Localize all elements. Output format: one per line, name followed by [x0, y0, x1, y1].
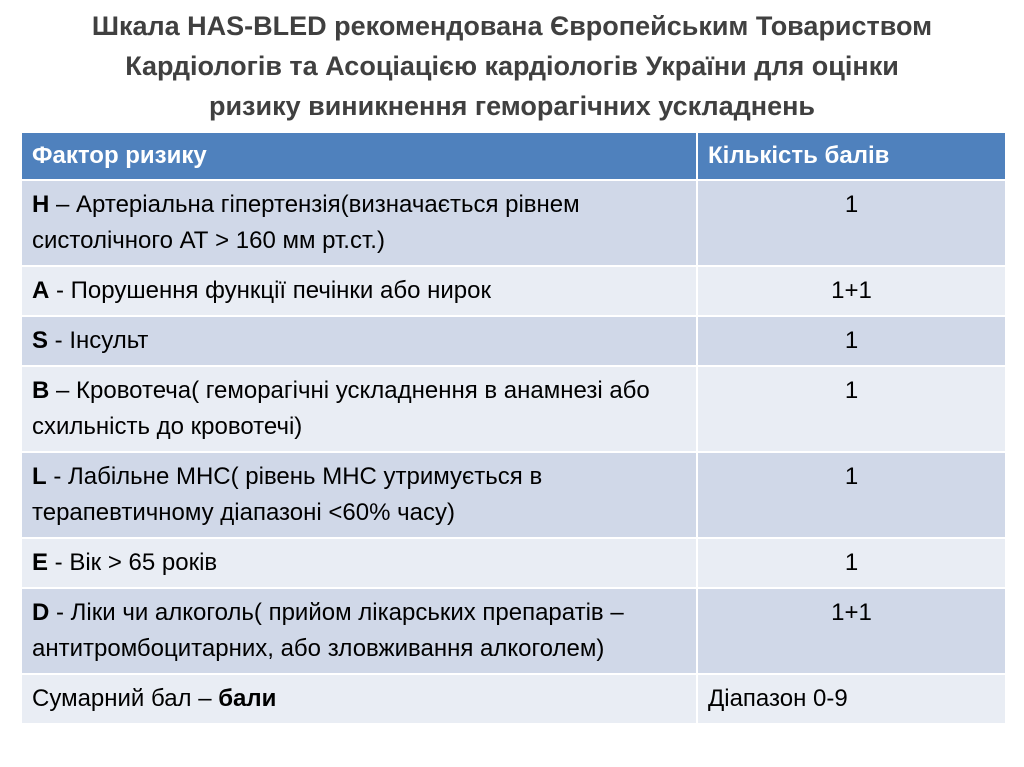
total-label: Сумарний бал – — [32, 685, 219, 712]
risk-letter: H — [32, 191, 50, 218]
title-line-1: Шкала HAS-BLED рекомендована Європейським Товариством — [91, 11, 933, 41]
title-line-2: Кардіологів та Асоціацією кардіологів України для оцінки — [125, 51, 899, 81]
table-row — [22, 452, 1005, 538]
risk-letter: E — [32, 549, 49, 576]
total-label-cell — [22, 674, 697, 723]
points-cell: 1 — [697, 366, 1005, 452]
risk-letter: L — [32, 463, 47, 490]
total-label-bold: бали — [218, 685, 277, 712]
table-row — [22, 316, 1005, 366]
table-row — [22, 180, 1005, 266]
total-range-cell: Діапазон 0-9 — [697, 674, 1005, 723]
risk-factor-cell — [22, 588, 697, 674]
table-row — [22, 588, 1005, 674]
table-row — [22, 366, 1005, 452]
points-cell: 1+1 — [697, 266, 1005, 316]
page-title — [30, 6, 994, 126]
points-cell: 1 — [697, 316, 1005, 366]
risk-factor-cell — [22, 316, 697, 366]
points-cell: 1 — [697, 538, 1005, 588]
points-cell: 1 — [697, 452, 1005, 538]
risk-letter: S — [32, 327, 49, 354]
risk-description: – Артеріальна гіпертензія(визначається рівнем систолічного АТ > 160 мм рт.ст.) — [32, 191, 580, 254]
risk-description: - Інсульт — [48, 327, 149, 354]
has-bled-table — [22, 133, 1005, 723]
risk-letter: D — [32, 599, 50, 626]
header-risk-factor: Фактор ризику — [22, 133, 697, 180]
table-row — [22, 538, 1005, 588]
total-row — [22, 674, 1005, 723]
risk-description: - Ліки чи алкоголь( прийом лікарських препаратів – антитромбоцитарних, або зловживання алкоголем) — [32, 599, 624, 662]
points-cell: 1 — [697, 180, 1005, 266]
risk-description: - Порушення функції печінки або нирок — [49, 277, 491, 304]
risk-description: - Вік > 65 років — [48, 549, 218, 576]
risk-description: – Кровотеча( геморагічні ускладнення в анамнезі або схильність до кровотечі) — [32, 377, 650, 440]
risk-factor-cell — [22, 366, 697, 452]
risk-description: - Лабільне МНС( рівень МНС утримується в терапевтичному діапазоні <60% часу) — [32, 463, 543, 526]
points-cell: 1+1 — [697, 588, 1005, 674]
title-line-3: ризику виникнення геморагічних ускладнень — [208, 91, 816, 121]
table-header-row — [22, 133, 1005, 180]
risk-letter: B — [32, 377, 50, 404]
risk-factor-cell — [22, 452, 697, 538]
header-points: Кількість балів — [697, 133, 1005, 180]
risk-factor-cell — [22, 538, 697, 588]
risk-factor-cell — [22, 180, 697, 266]
risk-factor-cell — [22, 266, 697, 316]
risk-letter: A — [32, 277, 50, 304]
table-row — [22, 266, 1005, 316]
